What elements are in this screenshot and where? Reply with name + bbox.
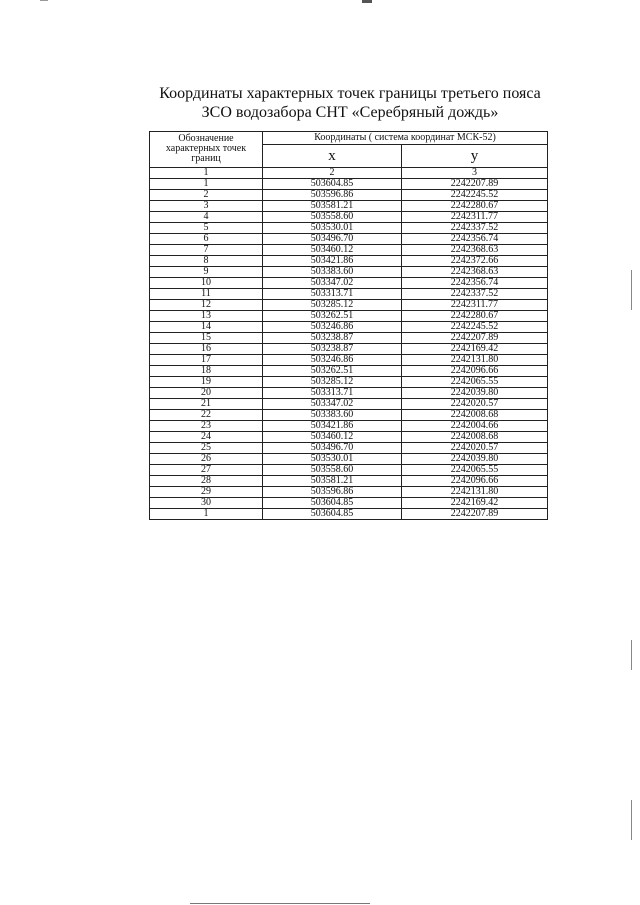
point-number-cell: 11 [150,289,263,300]
y-coordinate-cell: 2242065.55 [402,465,548,476]
margin-mark-right-1 [631,270,632,310]
point-number-cell: 5 [150,223,263,234]
point-number-cell: 26 [150,454,263,465]
header-row-1 [150,132,548,145]
y-coordinate-cell: 2242008.68 [402,432,548,443]
y-coordinate-cell: 2242096.66 [402,366,548,377]
x-coordinate-cell: 503421.86 [263,421,402,432]
point-number-cell: 27 [150,465,263,476]
y-coordinate-cell: 2242020.57 [402,399,548,410]
x-coordinate-cell: 503347.02 [263,399,402,410]
x-coordinate-cell: 503313.71 [263,289,402,300]
point-number-cell: 6 [150,234,263,245]
table-row [150,223,548,234]
y-coordinate-cell: 2242131.80 [402,355,548,366]
point-number-cell: 20 [150,388,263,399]
x-coordinate-cell: 503285.12 [263,377,402,388]
table-row [150,476,548,487]
y-coordinate-cell: 2242245.52 [402,190,548,201]
header-designation: Обозначение характерных точек границ [150,132,263,168]
coordinates-table [149,131,548,520]
point-number-cell: 16 [150,344,263,355]
column-number-1: 1 [150,168,263,179]
point-number-cell: 18 [150,366,263,377]
table-row [150,190,548,201]
point-number-cell: 9 [150,267,263,278]
table-row [150,399,548,410]
table-row [150,421,548,432]
x-coordinate-cell: 503285.12 [263,300,402,311]
point-number-cell: 4 [150,212,263,223]
x-coordinate-cell: 503604.85 [263,498,402,509]
x-coordinate-cell: 503262.51 [263,366,402,377]
y-coordinate-cell: 2242337.52 [402,223,548,234]
point-number-cell: 21 [150,399,263,410]
title-line-2: ЗСО водозабора СНТ «Серебряный дождь» [201,104,499,121]
table-row [150,278,548,289]
y-coordinate-cell: 2242169.42 [402,498,548,509]
x-coordinate-cell: 503460.12 [263,432,402,443]
x-coordinate-cell: 503558.60 [263,212,402,223]
x-coordinate-cell: 503604.85 [263,179,402,190]
y-coordinate-cell: 2242311.77 [402,300,548,311]
point-number-cell: 13 [150,311,263,322]
point-number-cell: 19 [150,377,263,388]
x-coordinate-cell: 503238.87 [263,333,402,344]
point-number-cell: 25 [150,443,263,454]
x-coordinate-cell: 503313.71 [263,388,402,399]
x-coordinate-cell: 503262.51 [263,311,402,322]
table-row [150,212,548,223]
y-coordinate-cell: 2242131.80 [402,487,548,498]
y-coordinate-cell: 2242207.89 [402,509,548,520]
y-coordinate-cell: 2242039.80 [402,388,548,399]
table-row [150,234,548,245]
column-number-2: 2 [263,168,402,179]
table-row [150,245,548,256]
table-row [150,443,548,454]
y-coordinate-cell: 2242356.74 [402,234,548,245]
y-coordinate-cell: 2242356.74 [402,278,548,289]
y-coordinate-cell: 2242207.89 [402,333,548,344]
point-number-cell: 28 [150,476,263,487]
table-row [150,509,548,520]
x-coordinate-cell: 503496.70 [263,234,402,245]
x-coordinate-cell: 503604.85 [263,509,402,520]
table-row [150,300,548,311]
y-coordinate-cell: 2242169.42 [402,344,548,355]
point-number-cell: 7 [150,245,263,256]
scan-mark-top [362,0,372,3]
x-coordinate-cell: 503383.60 [263,267,402,278]
y-coordinate-cell: 2242039.80 [402,454,548,465]
y-coordinate-cell: 2242008.68 [402,410,548,421]
x-coordinate-cell: 503530.01 [263,454,402,465]
table-row [150,355,548,366]
table-row [150,289,548,300]
table-row [150,311,548,322]
table-row [150,487,548,498]
table-row [150,267,548,278]
table-row [150,432,548,443]
scan-mark-top-left [40,0,48,1]
point-number-cell: 29 [150,487,263,498]
y-coordinate-cell: 2242065.55 [402,377,548,388]
x-coordinate-cell: 503246.86 [263,355,402,366]
point-number-cell: 22 [150,410,263,421]
margin-mark-right-2 [631,640,632,670]
point-number-cell: 14 [150,322,263,333]
page-title [0,84,640,122]
point-number-cell: 10 [150,278,263,289]
y-coordinate-cell: 2242372.66 [402,256,548,267]
y-coordinate-cell: 2242280.67 [402,311,548,322]
point-number-cell: 3 [150,201,263,212]
point-number-cell: 23 [150,421,263,432]
title-line-1: Координаты характерных точек границы третьего пояса [159,85,541,102]
point-number-cell: 24 [150,432,263,443]
x-coordinate-cell: 503581.21 [263,476,402,487]
table-row [150,179,548,190]
point-number-cell: 30 [150,498,263,509]
column-number-row [150,168,548,179]
x-coordinate-cell: 503383.60 [263,410,402,421]
x-coordinate-cell: 503581.21 [263,201,402,212]
x-coordinate-cell: 503530.01 [263,223,402,234]
table-row [150,377,548,388]
x-coordinate-cell: 503460.12 [263,245,402,256]
table-row [150,366,548,377]
y-coordinate-cell: 2242096.66 [402,476,548,487]
y-coordinate-cell: 2242020.57 [402,443,548,454]
x-coordinate-cell: 503246.86 [263,322,402,333]
x-coordinate-cell: 503347.02 [263,278,402,289]
x-coordinate-cell: 503596.86 [263,190,402,201]
table-row [150,410,548,421]
point-number-cell: 1 [150,179,263,190]
table-row [150,465,548,476]
table-row [150,333,548,344]
point-number-cell: 8 [150,256,263,267]
x-coordinate-cell: 503596.86 [263,487,402,498]
y-coordinate-cell: 2242245.52 [402,322,548,333]
x-coordinate-cell: 503238.87 [263,344,402,355]
table-row [150,322,548,333]
bottom-rule [190,903,370,904]
table-row [150,388,548,399]
point-number-cell: 15 [150,333,263,344]
y-coordinate-cell: 2242368.63 [402,267,548,278]
table-row [150,201,548,212]
y-coordinate-cell: 2242311.77 [402,212,548,223]
y-coordinate-cell: 2242207.89 [402,179,548,190]
y-coordinate-cell: 2242280.67 [402,201,548,212]
point-number-cell: 2 [150,190,263,201]
table-row [150,498,548,509]
header-x: х [263,145,402,168]
header-y: у [402,145,548,168]
table-row [150,344,548,355]
x-coordinate-cell: 503421.86 [263,256,402,267]
table-row [150,454,548,465]
point-number-cell: 12 [150,300,263,311]
header-coordinates: Координаты ( система координат МСК-52) [263,132,548,145]
x-coordinate-cell: 503558.60 [263,465,402,476]
x-coordinate-cell: 503496.70 [263,443,402,454]
y-coordinate-cell: 2242337.52 [402,289,548,300]
column-number-3: 3 [402,168,548,179]
point-number-cell: 17 [150,355,263,366]
point-number-cell: 1 [150,509,263,520]
y-coordinate-cell: 2242368.63 [402,245,548,256]
margin-mark-right-3 [631,800,632,840]
table-row [150,256,548,267]
y-coordinate-cell: 2242004.66 [402,421,548,432]
